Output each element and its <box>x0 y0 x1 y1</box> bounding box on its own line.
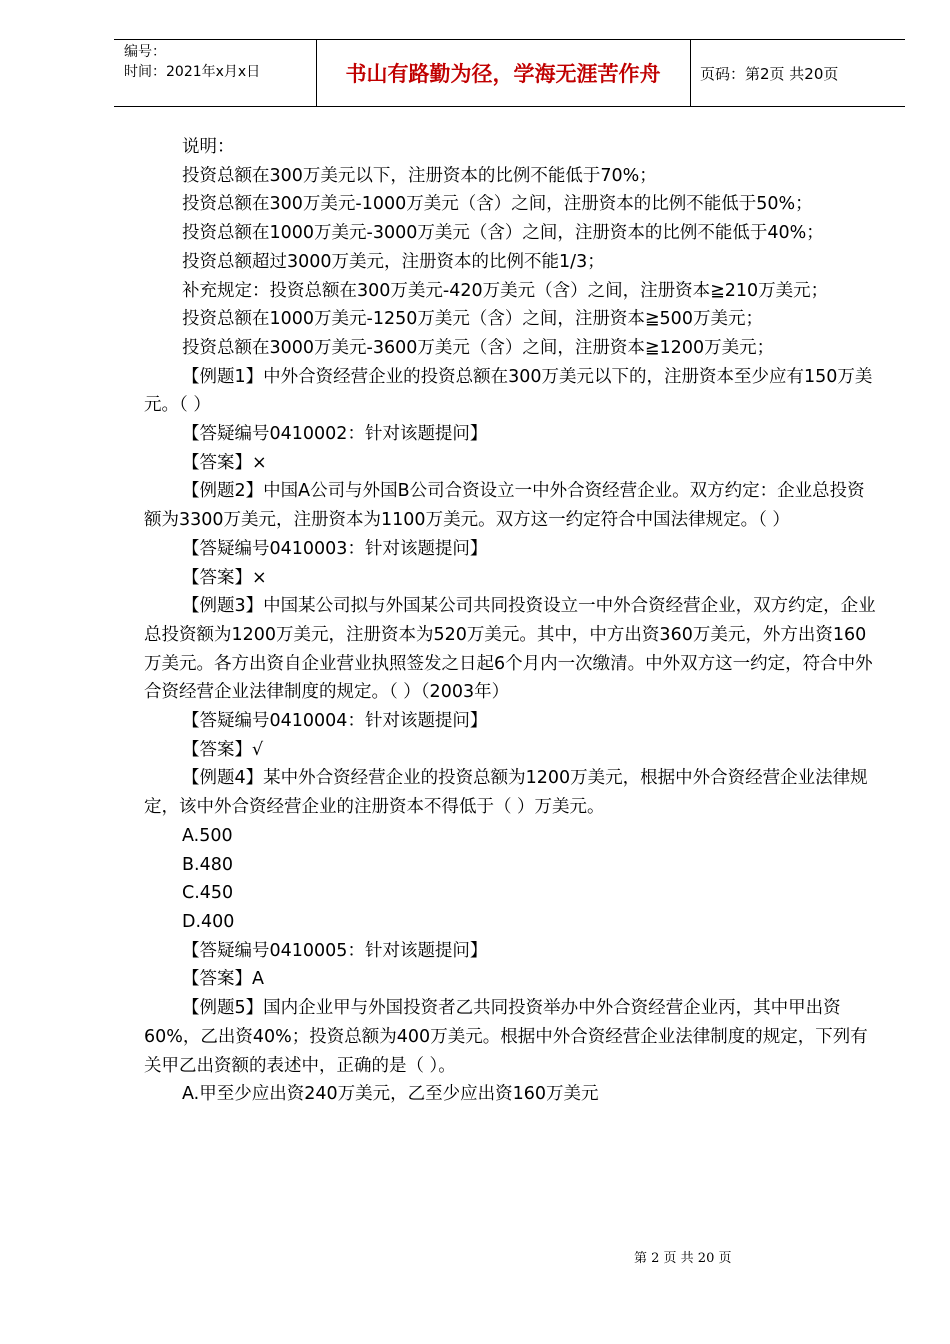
example-question: 【例题4】某中外合资经营企业的投资总额为1200万美元，根据中外合资经营企业法律规定，该中外合资经营企业的注册资本不得低于（ ）万美元。 <box>144 768 868 818</box>
option: A.甲至少应出资240万美元，乙至少应出资160万美元 <box>182 1084 599 1105</box>
option: C.450 <box>182 883 234 904</box>
page-header <box>114 39 905 107</box>
qa-number: 【答疑编号0410002：针对该题提问】 <box>182 424 488 445</box>
option: B.480 <box>182 854 233 875</box>
example-question: 【例题1】中外合资经营企业的投资总额在300万美元以下的，注册资本至少应有150万美元。（ ） <box>144 366 873 416</box>
paragraph: 说明： <box>182 137 235 157</box>
paragraph: 投资总额在3000万美元-3600万美元（含）之间，注册资本≧1200万美元； <box>182 337 775 358</box>
paragraph: 投资总额在300万美元以下，注册资本的比例不能低于70%； <box>182 165 657 186</box>
header-meta <box>124 42 260 82</box>
paragraph: 投资总额在1000万美元-1250万美元（含）之间，注册资本≧500万美元； <box>182 309 763 330</box>
qa-number: 【答疑编号0410003：针对该题提问】 <box>182 538 488 559</box>
header-bottom-rule <box>114 106 905 107</box>
qa-number: 【答疑编号0410004：针对该题提问】 <box>182 711 488 732</box>
qa-number: 【答疑编号0410005：针对该题提问】 <box>182 940 488 961</box>
option: A.500 <box>182 825 233 846</box>
answer: 【答案】× <box>182 452 267 473</box>
paragraph: 投资总额在1000万美元-3000万美元（含）之间，注册资本的比例不能低于40%； <box>182 223 824 244</box>
paragraph: 投资总额超过3000万美元，注册资本的比例不能1/3； <box>182 251 605 272</box>
answer: 【答案】A <box>182 969 264 990</box>
number-label: 编号： <box>124 44 166 60</box>
answer: 【答案】× <box>182 567 267 588</box>
paragraph: 投资总额在300万美元-1000万美元（含）之间，注册资本的比例不能低于50%； <box>182 194 813 215</box>
paragraph: 补充规定：投资总额在300万美元-420万美元（含）之间，注册资本≧210万美元； <box>182 280 829 301</box>
example-question: 【例题2】中国A公司与外国B公司合资设立一中外合资经营企业。双方约定：企业总投资额为3300万美元，注册资本为1100万美元。双方这一约定符合中国法律规定。（ ） <box>144 481 865 531</box>
document-body <box>144 133 879 1109</box>
header-motto: 书山有路勤为径，学海无涯苦作舟 <box>345 61 661 86</box>
header-divider <box>690 39 691 107</box>
footer-page-number: 第 2 页 共 20 页 <box>634 1251 732 1266</box>
example-question: 【例题3】中国某公司拟与外国某公司共同投资设立一中外合资经营企业，双方约定，企业总投资额为1200万美元，注册资本为520万美元。其中，中方出资360万美元，外方出资160万美元。各方出资自企业营业执照签发之日起6个月内一次缴清。中外双方这一约定，符合中外合资经营企业法律制度的规定。（ ）（2003年） <box>144 596 876 703</box>
example-question: 【例题5】国内企业甲与外国投资者乙共同投资举办中外合资经营企业丙，其中甲出资60%，乙出资40%；投资总额为400万美元。根据中外合资经营企业法律制度的规定，下列有关甲乙出资额的表述中，正确的是（ ）。 <box>144 998 868 1076</box>
header-page-info: 页码：第2页 共20页 <box>700 64 839 83</box>
time-label: 时间：2021年x月x日 <box>124 64 261 80</box>
option: D.400 <box>182 911 235 932</box>
answer: 【答案】√ <box>182 739 264 760</box>
